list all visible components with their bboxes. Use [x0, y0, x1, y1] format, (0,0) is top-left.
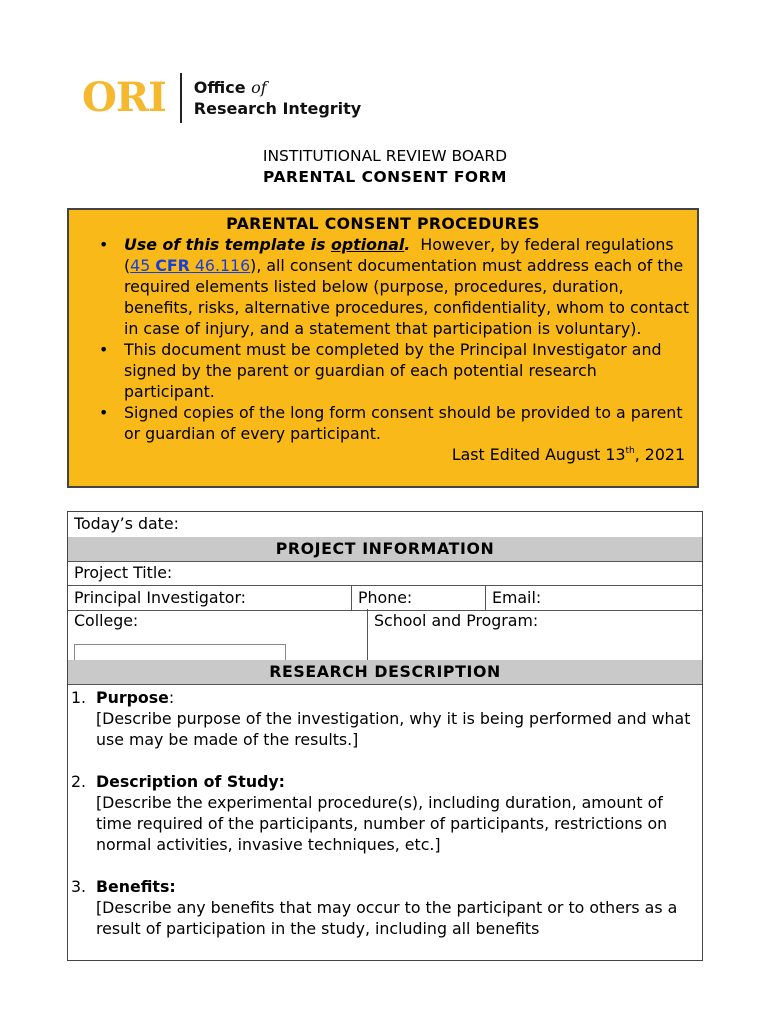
research-description-header — [68, 660, 702, 685]
logo-of: of — [251, 78, 267, 97]
lead-end: . — [404, 235, 411, 254]
procedures-bullet-3: • Signed copies of the long form consent should be provided to a parent or guardian of every participant. — [69, 402, 697, 444]
board-heading: INSTITUTIONAL REVIEW BOARD — [262, 147, 508, 165]
item-description[interactable]: [Describe purpose of the investigation, why it is being performed and what use may be made of the results.] — [96, 709, 691, 749]
logo-office: Office — [193, 78, 246, 97]
cfr-link-part2: CFR — [155, 256, 190, 275]
school-program-label: School and Program: — [374, 611, 539, 630]
federal-text: However, by federal regulations ( — [124, 235, 679, 275]
item-number: 2. — [71, 772, 87, 791]
cfr-link-part1: 45 — [130, 256, 156, 275]
last-edited-suffix: , 2021 — [634, 445, 685, 464]
lead-text: Use of this template is — [124, 235, 331, 254]
item-title-suffix: : — [168, 688, 175, 707]
research-item-purpose — [68, 687, 702, 750]
form-title: PARENTAL CONSENT FORM — [263, 168, 507, 186]
principal-investigator-label: Principal Investigator: — [74, 588, 246, 607]
todays-date-label: Today’s date: — [74, 514, 179, 533]
item-title: Purpose — [96, 688, 169, 707]
ori-logo — [82, 72, 361, 124]
procedures-title: PARENTAL CONSENT PROCEDURES — [226, 214, 540, 233]
last-edited-prefix: Last Edited August 13 — [451, 445, 626, 464]
principal-investigator-field[interactable] — [68, 586, 350, 610]
college-label: College: — [74, 611, 139, 630]
procedures-bullet-2: • This document must be completed by the Principal Investigator and signed by the parent or guardian of each potential research participant. — [69, 339, 697, 402]
todays-date-row[interactable] — [68, 512, 702, 538]
research-item-benefits — [68, 876, 702, 939]
email-label: Email: — [492, 588, 542, 607]
item-number: 3. — [71, 877, 87, 896]
project-title-row[interactable] — [68, 561, 702, 585]
optional-word: optional — [330, 235, 405, 254]
item-title: Benefits: — [96, 877, 176, 896]
logo-research-integrity: Research Integrity — [193, 99, 362, 118]
last-edited — [69, 444, 697, 465]
procedures-list — [69, 234, 697, 444]
project-information-header — [68, 537, 702, 562]
email-field[interactable] — [486, 586, 702, 610]
logo-divider — [180, 73, 182, 123]
cfr-link[interactable] — [130, 256, 250, 275]
logo-text — [194, 77, 361, 119]
required-elements-text: ), all consent documentation must address each of the required elements listed below (purpose, procedures, duration, benefits, risks, alternative procedures, confidentiality, whom to contact in case of injury, and a statement that participation is voluntary). — [124, 256, 690, 338]
school-program-field[interactable] — [368, 609, 702, 660]
phone-field[interactable] — [352, 586, 484, 610]
research-item-description-of-study — [68, 771, 702, 855]
phone-label: Phone: — [358, 588, 413, 607]
procedures-bullet-1 — [69, 234, 697, 339]
template-optional-lead — [124, 235, 410, 254]
procedures-box — [67, 208, 699, 488]
item-title: Description of Study: — [96, 772, 285, 791]
research-description-items — [68, 687, 702, 960]
project-title-label: Project Title: — [74, 563, 173, 582]
investigator-row — [68, 585, 702, 611]
item-description[interactable]: [Describe any benefits that may occur to the participant or to others as a result of participation in the study, including all benefits — [96, 898, 678, 938]
last-edited-sup: th — [625, 446, 635, 456]
item-number: 1. — [71, 688, 87, 707]
college-row — [68, 609, 702, 661]
cfr-link-part3: 46.116 — [189, 256, 251, 275]
project-information-label: PROJECT INFORMATION — [275, 539, 495, 558]
consent-form-table — [67, 511, 703, 961]
research-description-label: RESEARCH DESCRIPTION — [269, 662, 501, 681]
item-description[interactable]: [Describe the experimental procedure(s), including duration, amount of time required of the participants, number of participants, restrictions on normal activities, invasive techniques, etc.] — [96, 793, 668, 854]
logo-mark: ORI — [82, 74, 166, 121]
